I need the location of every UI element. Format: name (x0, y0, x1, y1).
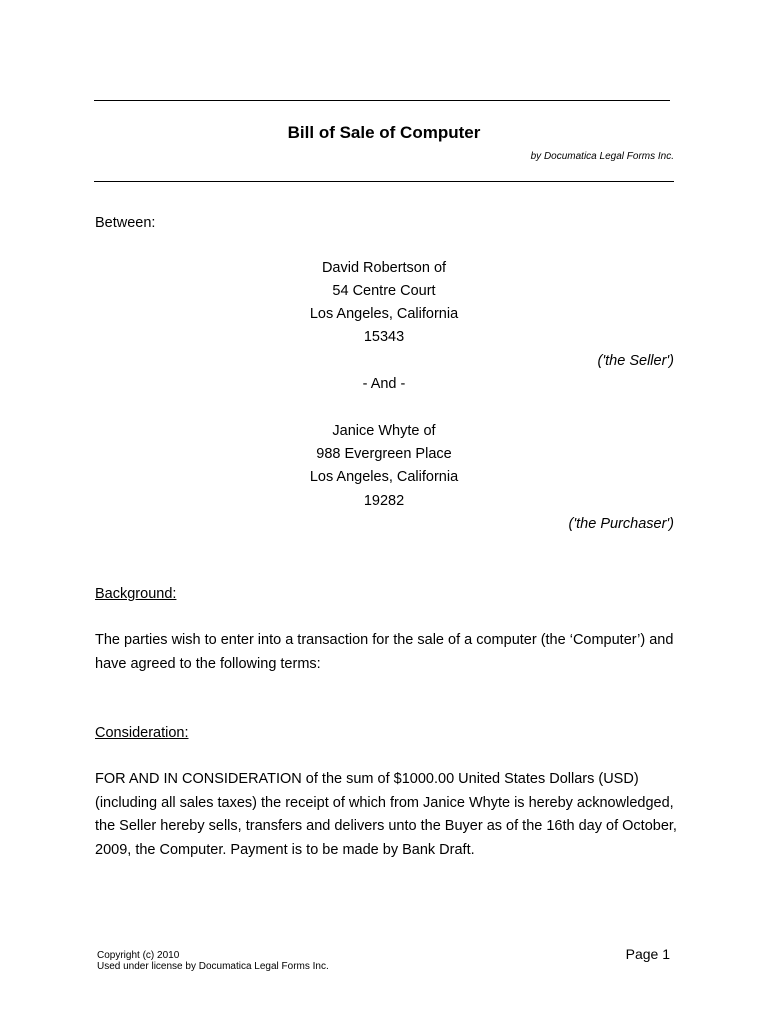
top-rule (94, 100, 670, 101)
and-separator: - And - (362, 376, 406, 392)
seller-zip: 15343 (363, 329, 405, 345)
document-title: Bill of Sale of Computer (287, 123, 481, 142)
background-heading: Background: (95, 586, 177, 602)
copyright-line: Copyright (c) 2010 (97, 950, 180, 961)
purchaser-name: Janice Whyte of (332, 423, 436, 439)
license-line: Used under license by Documatica Legal Forms Inc. (97, 961, 329, 972)
purchaser-city-state: Los Angeles, California (309, 469, 459, 485)
purchaser-zip: 19282 (363, 493, 405, 509)
purchaser-role: ('the Purchaser') (568, 516, 674, 532)
purchaser-address: 988 Evergreen Place (316, 446, 452, 462)
between-label: Between: (95, 215, 156, 231)
background-paragraph: The parties wish to enter into a transaction for the sale of a computer (the ‘Computer’) and have agreed to the following terms: (95, 632, 674, 672)
bottom-rule (94, 181, 674, 182)
seller-role: ('the Seller') (597, 353, 674, 369)
seller-name: David Robertson of (321, 260, 447, 276)
footer-copyright (97, 950, 329, 972)
seller-city-state: Los Angeles, California (309, 306, 459, 322)
byline: by Documatica Legal Forms Inc. (530, 151, 674, 162)
page-number: Page 1 (625, 946, 670, 962)
consideration-heading: Consideration: (95, 725, 189, 741)
consideration-paragraph: FOR AND IN CONSIDERATION of the sum of $1000.00 United States Dollars (USD) (including all sales taxes) the receipt of which from Janice Whyte is hereby acknowledged, the Seller hereby sells, transfers and delivers unto the Buyer as of the 16th day of October, 2009, the Computer. Payment is to be made by Bank Draft. (95, 771, 677, 858)
seller-address: 54 Centre Court (332, 283, 436, 299)
